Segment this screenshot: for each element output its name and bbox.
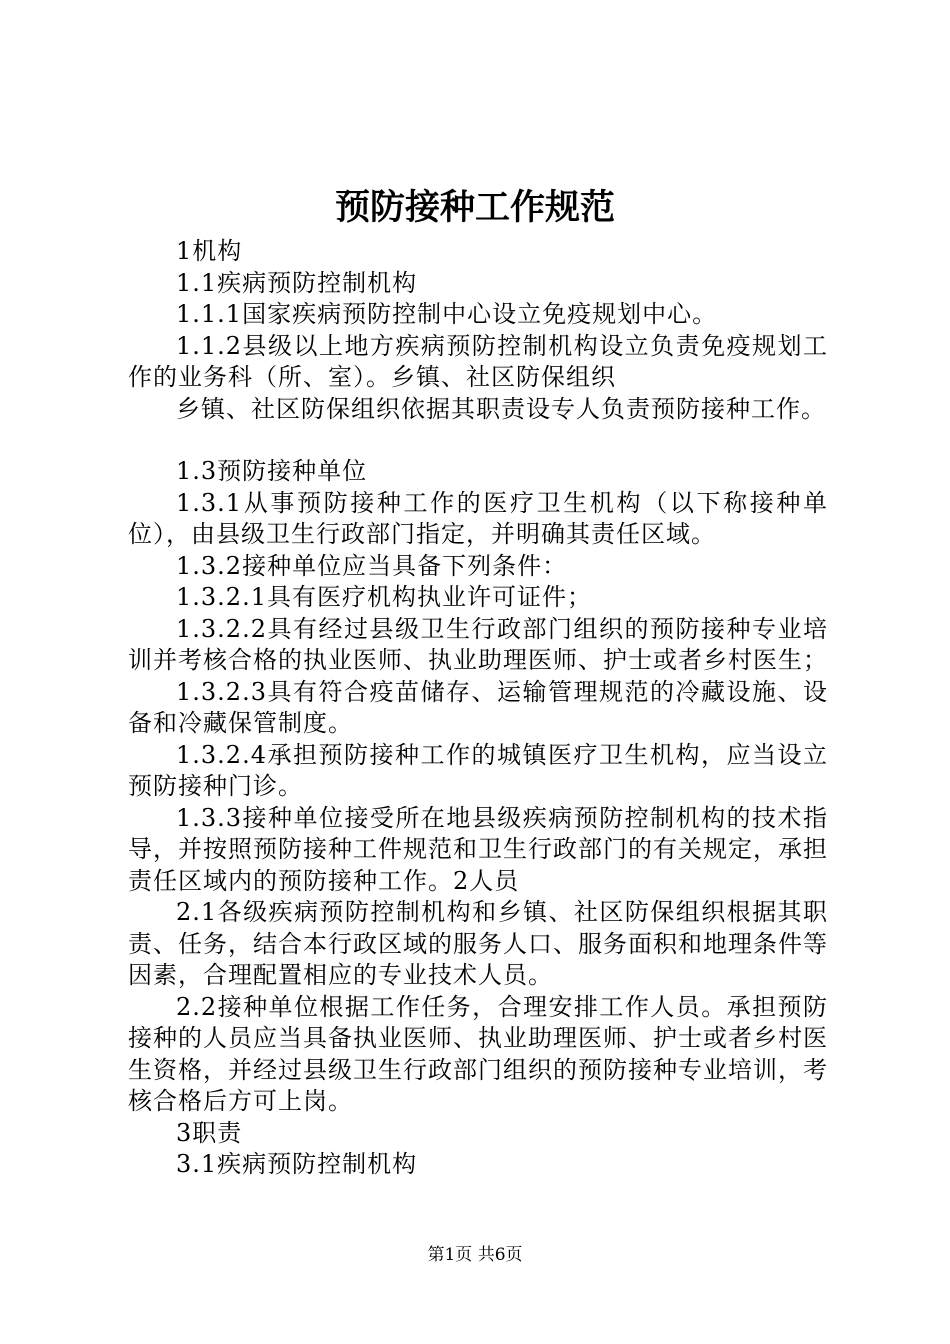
paragraph-township: 乡镇、社区防保组织依据其职责设专人负责预防接种工作。 [176,394,826,423]
paragraph-1-3-1: 1.3.1从事预防接种工作的医疗卫生机构（以下称接种单位），由县级卫生行政部门指定，并明确其责任区域。 [128,488,828,548]
paragraph-1-3-2-3: 1.3.2.3具有符合疫苗储存、运输管理规范的冷藏设施、设备和冷藏保管制度。 [128,677,828,737]
paragraph-1-3-2: 1.3.2接种单位应当具备下列条件： [176,551,568,580]
paragraph-2-1: 2.1各级疾病预防控制机构和乡镇、社区防保组织根据其职责、任务，结合本行政区域的服务人口、服务面积和地理条件等因素，合理配置相应的专业技术人员。 [128,898,828,989]
paragraph-1-3-3: 1.3.3接种单位接受所在地县级疾病预防控制机构的技术指导，并按照预防接种工件规范和卫生行政部门的有关规定，承担责任区域内的预防接种工作。2人员 [128,803,828,895]
document-title: 预防接种工作规范 [334,187,615,228]
heading-3: 3职责 [176,1118,243,1147]
page-footer: 第1页 共6页 [427,1245,523,1265]
heading-1-1: 1.1疾病预防控制机构 [176,268,418,297]
paragraph-1-3-2-4: 1.3.2.4承担预防接种工作的城镇医疗卫生机构，应当设立预防接种门诊。 [128,740,828,800]
heading-1-3: 1.3预防接种单位 [176,457,368,485]
paragraph-1-1-1: 1.1.1国家疾病预防控制中心设立免疫规划中心。 [176,300,718,328]
paragraph-2-2: 2.2接种单位根据工作任务，合理安排工作人员。承担预防接种的人员应当具备执业医师、执业助理医师、护士或者乡村医生资格，并经过县级卫生行政部门组织的预防接种专业培训，考核合格后方可上岗。 [128,992,828,1115]
paragraph-1-3-2-2: 1.3.2.2具有经过县级卫生行政部门组织的预防接种专业培训并考核合格的执业医师、执业助理医师、护士或者乡村医生； [128,614,828,674]
heading-1: 1机构 [176,237,243,265]
heading-3-1: 3.1疾病预防控制机构 [176,1150,418,1178]
paragraph-1-3-2-1: 1.3.2.1具有医疗机构执业许可证件； [176,583,592,611]
document-body [128,236,828,1181]
blank-line [128,425,828,456]
paragraph-1-1-2: 1.1.2县级以上地方疾病预防控制机构设立负责免疫规划工作的业务科（所、室）。乡镇、社区防保组织 [128,331,828,391]
